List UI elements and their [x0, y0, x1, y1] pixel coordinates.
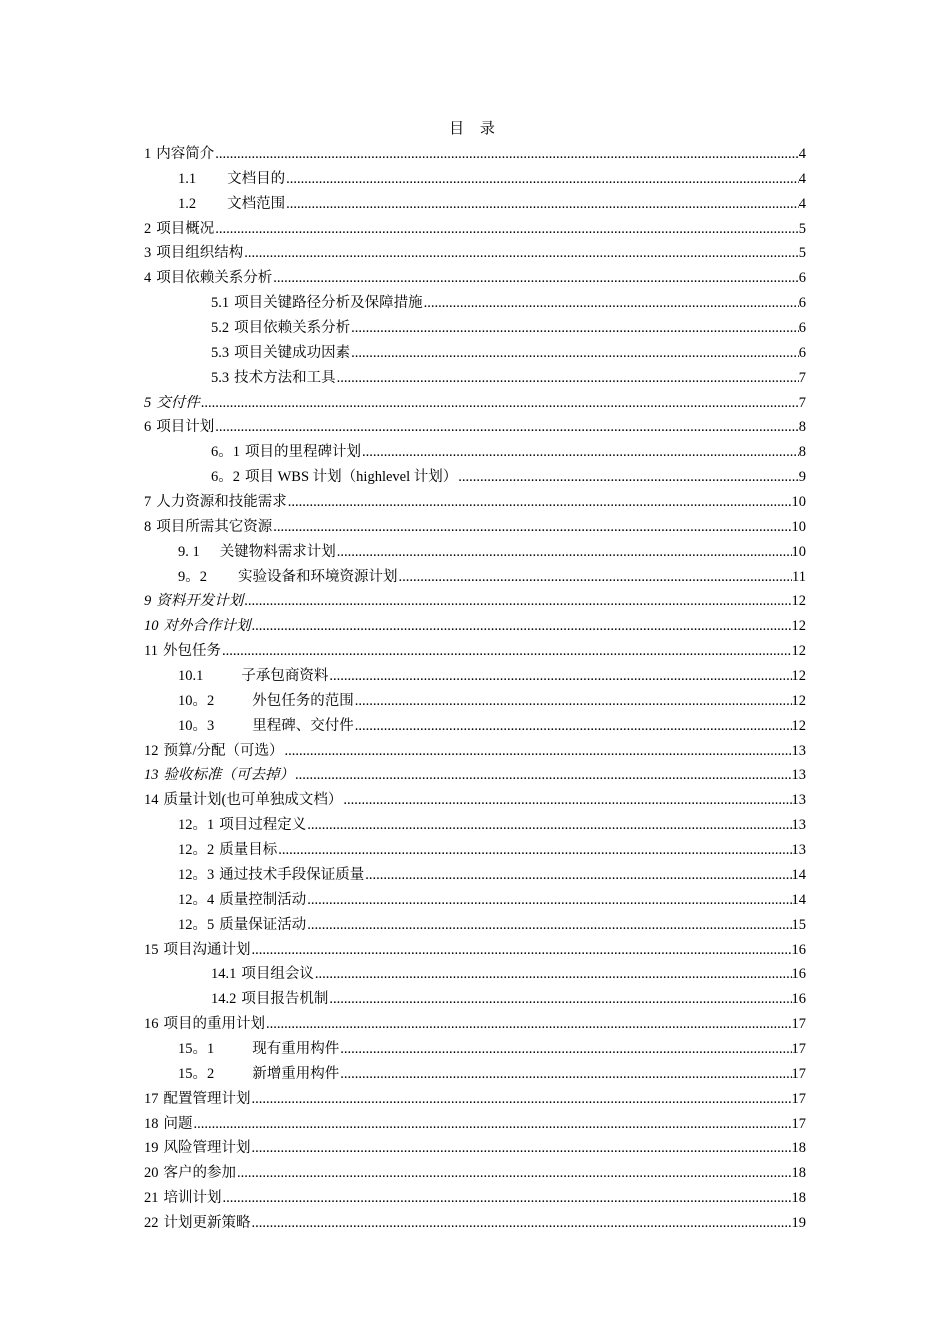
toc-entry-label: 项目所需其它资源: [156, 518, 273, 535]
toc-dot-leader: [295, 763, 792, 788]
table-of-contents: [144, 142, 806, 1236]
toc-entry[interactable]: [144, 291, 806, 316]
toc-entry-page-number: 7: [798, 394, 806, 411]
toc-entry[interactable]: [144, 217, 806, 242]
toc-entry-label: 子承包商资料: [241, 668, 329, 685]
toc-entry-number: 17: [144, 1090, 159, 1107]
toc-dot-leader: [307, 888, 791, 913]
toc-entry-page-number: 18: [791, 1190, 806, 1207]
toc-dot-leader: [266, 1012, 792, 1037]
toc-entry-page-number: 5: [798, 220, 806, 237]
toc-entry-number: 6。2: [211, 469, 240, 486]
toc-entry-page-number: 6: [798, 295, 806, 312]
toc-entry-number: 6。1: [211, 444, 240, 461]
toc-entry-page-number: 13: [791, 742, 806, 759]
toc-entry-number: 5: [144, 394, 152, 411]
toc-dot-leader: [215, 142, 799, 167]
toc-entry-number: 16: [144, 1016, 159, 1033]
toc-entry-page-number: 19: [791, 1214, 806, 1231]
toc-entry-number: 12。4: [178, 891, 215, 908]
toc-entry-page-number: 13: [791, 817, 806, 834]
toc-entry-label: 项目计划: [156, 419, 215, 436]
toc-entry-page-number: 18: [791, 1165, 806, 1182]
toc-entry-number: 10.1: [178, 668, 204, 685]
toc-dot-leader: [201, 391, 799, 416]
toc-entry[interactable]: [144, 490, 806, 515]
toc-entry-label: 项目关键成功因素: [234, 344, 351, 361]
toc-entry-page-number: 10: [791, 494, 806, 511]
toc-entry-page-number: 16: [791, 991, 806, 1008]
toc-entry-number: 13: [144, 767, 159, 784]
toc-entry-number: 9。2: [178, 568, 207, 585]
toc-entry-number: 10。2: [178, 692, 215, 709]
toc-dot-leader: [337, 366, 799, 391]
toc-dot-leader: [244, 241, 799, 266]
toc-entry[interactable]: [144, 1012, 806, 1037]
toc-entry-number: 4: [144, 270, 152, 287]
toc-entry-page-number: 10: [791, 518, 806, 535]
toc-entry[interactable]: [144, 540, 806, 565]
toc-entry-label: 内容简介: [156, 146, 215, 162]
toc-entry-page-number: 8: [798, 419, 806, 436]
toc-entry-label: 预算/分配（可选）: [163, 742, 284, 759]
toc-entry[interactable]: [144, 1161, 806, 1186]
toc-entry-page-number: 4: [798, 195, 806, 212]
toc-entry-number: 7: [144, 494, 152, 511]
toc-entry-page-number: 12: [791, 643, 806, 660]
toc-dot-leader: [252, 938, 792, 963]
toc-entry-number: 14: [144, 792, 159, 809]
toc-entry-page-number: 6: [798, 320, 806, 337]
toc-dot-leader: [329, 987, 791, 1012]
toc-entry[interactable]: [144, 714, 806, 739]
toc-entry-number: 9. 1: [178, 543, 200, 560]
toc-dot-leader: [215, 415, 799, 440]
toc-entry-label: 项目组织结构: [156, 245, 244, 262]
toc-dot-leader: [458, 465, 798, 490]
toc-entry-page-number: 14: [791, 866, 806, 883]
toc-entry[interactable]: [144, 167, 806, 192]
toc-entry-label: 技术方法和工具: [234, 369, 336, 386]
toc-entry-number: 14.1: [211, 966, 237, 983]
toc-dot-leader: [252, 1136, 792, 1161]
toc-dot-leader: [340, 1037, 791, 1062]
toc-entry[interactable]: [144, 763, 806, 788]
toc-entry-page-number: 18: [791, 1140, 806, 1157]
toc-entry-number: 6: [144, 419, 152, 436]
toc-entry[interactable]: [144, 888, 806, 913]
toc-entry-page-number: 13: [791, 767, 806, 784]
toc-entry[interactable]: [144, 341, 806, 366]
toc-entry-page-number: 17: [791, 1065, 806, 1082]
toc-entry-number: 9: [144, 593, 152, 610]
toc-entry-label: 对外合作计划: [163, 618, 251, 635]
toc-entry[interactable]: [144, 391, 806, 416]
toc-entry-label: 项目概况: [156, 220, 215, 237]
toc-entry-page-number: 6: [798, 270, 806, 287]
toc-entry-page-number: 14: [791, 891, 806, 908]
toc-entry-number: 22: [144, 1214, 159, 1231]
toc-entry-number: 10: [144, 618, 159, 635]
toc-dot-leader: [252, 614, 792, 639]
toc-dot-leader: [273, 266, 799, 291]
toc-entry[interactable]: [144, 415, 806, 440]
toc-entry[interactable]: [144, 1037, 806, 1062]
toc-dot-leader: [351, 341, 799, 366]
toc-entry-label: 客户的参加: [163, 1165, 236, 1182]
toc-dot-leader: [307, 813, 791, 838]
toc-entry[interactable]: [144, 1211, 806, 1236]
toc-entry-number: 12。2: [178, 842, 215, 859]
toc-entry-label: 质量目标: [219, 842, 278, 859]
toc-entry[interactable]: [144, 788, 806, 813]
toc-entry-label: 外包任务: [162, 643, 221, 660]
toc-entry[interactable]: [144, 589, 806, 614]
toc-entry-page-number: 16: [791, 941, 806, 958]
toc-dot-leader: [285, 739, 792, 764]
toc-entry-number: 21: [144, 1190, 159, 1207]
toc-entry-number: 18: [144, 1115, 159, 1132]
toc-entry[interactable]: [144, 863, 806, 888]
toc-entry-label: 通过技术手段保证质量: [219, 866, 365, 883]
toc-entry-number: 14.2: [211, 991, 237, 1008]
toc-dot-leader: [399, 565, 793, 590]
toc-entry-label: 质量计划(也可单独成文档）: [163, 792, 343, 809]
toc-dot-leader: [286, 192, 799, 217]
toc-entry-label: 现有重用构件: [252, 1040, 340, 1057]
toc-entry-label: 项目关键路径分析及保障措施: [234, 295, 423, 312]
toc-entry-label: 项目依赖关系分析: [156, 270, 273, 287]
toc-entry[interactable]: [144, 565, 806, 590]
toc-entry-number: 1.2: [178, 195, 197, 212]
toc-entry-page-number: 11: [792, 568, 806, 585]
toc-entry[interactable]: [144, 366, 806, 391]
toc-entry[interactable]: [144, 515, 806, 540]
toc-entry-number: 12。5: [178, 916, 215, 933]
toc-entry-label: 验收标准（可去掉）: [163, 767, 294, 784]
toc-dot-leader: [424, 291, 799, 316]
toc-dot-leader: [286, 167, 799, 192]
toc-title: 目 录: [449, 121, 501, 137]
toc-entry[interactable]: [144, 664, 806, 689]
toc-entry-page-number: 4: [798, 146, 806, 162]
toc-entry[interactable]: [144, 1186, 806, 1211]
toc-entry[interactable]: [144, 440, 806, 465]
toc-entry-page-number: 15: [791, 916, 806, 933]
toc-dot-leader: [288, 490, 792, 515]
toc-entry-label: 实验设备和环境资源计划: [238, 568, 398, 585]
toc-entry[interactable]: [144, 1112, 806, 1137]
toc-entry[interactable]: [144, 1087, 806, 1112]
toc-entry[interactable]: [144, 614, 806, 639]
toc-entry-label: 资料开发计划: [156, 593, 244, 610]
toc-entry-label: 新增重用构件: [252, 1065, 340, 1082]
toc-dot-leader: [244, 589, 791, 614]
toc-dot-leader: [194, 1112, 792, 1137]
toc-entry[interactable]: [144, 813, 806, 838]
toc-entry-page-number: 17: [791, 1090, 806, 1107]
toc-entry-number: 10。3: [178, 717, 215, 734]
toc-entry-label: 质量控制活动: [219, 891, 307, 908]
toc-entry[interactable]: [144, 192, 806, 217]
toc-dot-leader: [351, 316, 799, 341]
toc-entry-page-number: 12: [791, 618, 806, 635]
toc-entry-label: 交付件: [156, 394, 200, 411]
toc-entry-number: 12。1: [178, 817, 215, 834]
toc-entry-page-number: 16: [791, 966, 806, 983]
toc-entry[interactable]: [144, 639, 806, 664]
toc-entry-number: 15。2: [178, 1065, 215, 1082]
toc-entry-page-number: 4: [798, 170, 806, 187]
toc-entry-label: 关键物料需求计划: [219, 543, 336, 560]
toc-entry[interactable]: [144, 266, 806, 291]
toc-entry-label: 外包任务的范围: [252, 692, 354, 709]
toc-entry-label: 项目过程定义: [219, 817, 307, 834]
toc-entry-number: 12: [144, 742, 159, 759]
toc-entry-number: 5.3: [211, 369, 230, 386]
toc-entry[interactable]: [144, 465, 806, 490]
toc-entry-page-number: 17: [791, 1115, 806, 1132]
toc-dot-leader: [343, 788, 791, 813]
toc-entry[interactable]: [144, 938, 806, 963]
toc-dot-leader: [355, 714, 792, 739]
toc-entry[interactable]: [144, 142, 806, 167]
toc-entry-number: 5.3: [211, 344, 230, 361]
toc-entry-page-number: 6: [798, 344, 806, 361]
toc-entry-label: 风险管理计划: [163, 1140, 251, 1157]
toc-entry-page-number: 12: [791, 668, 806, 685]
toc-entry-number: 5.2: [211, 320, 230, 337]
toc-dot-leader: [337, 540, 792, 565]
toc-dot-leader: [355, 689, 792, 714]
toc-entry[interactable]: [144, 838, 806, 863]
toc-entry-label: 文档范围: [227, 195, 286, 212]
toc-entry[interactable]: [144, 689, 806, 714]
toc-entry[interactable]: [144, 316, 806, 341]
toc-entry-label: 项目组会议: [241, 966, 314, 983]
toc-entry-page-number: 10: [791, 543, 806, 560]
toc-entry-page-number: 12: [791, 593, 806, 610]
toc-entry[interactable]: [144, 241, 806, 266]
toc-dot-leader: [252, 1087, 792, 1112]
toc-entry-page-number: 13: [791, 842, 806, 859]
toc-entry-page-number: 12: [791, 692, 806, 709]
toc-entry-label: 项目的重用计划: [163, 1016, 265, 1033]
toc-entry-label: 问题: [163, 1115, 193, 1132]
toc-entry-label: 项目报告机制: [241, 991, 329, 1008]
toc-entry-label: 培训计划: [163, 1190, 222, 1207]
toc-entry-number: 15: [144, 941, 159, 958]
toc-entry-label: 项目沟通计划: [163, 941, 251, 958]
toc-entry-number: 19: [144, 1140, 159, 1157]
toc-dot-leader: [252, 1211, 792, 1236]
toc-entry-number: 2: [144, 220, 152, 237]
toc-dot-leader: [237, 1161, 792, 1186]
toc-entry[interactable]: [144, 913, 806, 938]
toc-entry-label: 项目依赖关系分析: [234, 320, 351, 337]
toc-entry-page-number: 9: [798, 469, 806, 486]
toc-dot-leader: [365, 863, 791, 888]
toc-entry-page-number: 13: [791, 792, 806, 809]
toc-dot-leader: [215, 217, 799, 242]
toc-entry-number: 11: [144, 643, 158, 660]
toc-entry-page-number: 17: [791, 1040, 806, 1057]
toc-dot-leader: [362, 440, 799, 465]
toc-entry-label: 配置管理计划: [163, 1090, 251, 1107]
toc-dot-leader: [223, 1186, 792, 1211]
toc-dot-leader: [329, 664, 791, 689]
toc-entry[interactable]: [144, 987, 806, 1012]
toc-entry-number: 1.1: [178, 170, 197, 187]
toc-entry[interactable]: [144, 962, 806, 987]
toc-entry-number: 5.1: [211, 295, 230, 312]
toc-dot-leader: [307, 913, 791, 938]
toc-entry-page-number: 7: [798, 369, 806, 386]
toc-entry-number: 20: [144, 1165, 159, 1182]
toc-entry-label: 项目的里程碑计划: [245, 444, 361, 461]
toc-entry-number: 15。1: [178, 1040, 215, 1057]
toc-entry-label: 计划更新策略: [163, 1214, 251, 1231]
toc-entry-label: 质量保证活动: [219, 916, 307, 933]
toc-entry-number: 1: [144, 146, 152, 162]
toc-entry-label: 文档目的: [227, 170, 286, 187]
toc-dot-leader: [273, 515, 791, 540]
toc-entry-label: 里程碑、交付件: [252, 717, 354, 734]
toc-entry-page-number: 8: [798, 444, 806, 461]
toc-entry-label: 项目 WBS 计划（highlevel 计划）: [245, 469, 458, 486]
toc-dot-leader: [222, 639, 792, 664]
toc-entry-page-number: 12: [791, 717, 806, 734]
toc-entry[interactable]: [144, 1136, 806, 1161]
toc-entry-number: 8: [144, 518, 152, 535]
toc-entry-page-number: 5: [798, 245, 806, 262]
toc-entry-page-number: 17: [791, 1016, 806, 1033]
toc-entry-number: 12。3: [178, 866, 215, 883]
toc-entry-number: 3: [144, 245, 152, 262]
toc-entry-label: 人力资源和技能需求: [156, 494, 287, 511]
toc-entry[interactable]: [144, 1062, 806, 1087]
toc-dot-leader: [340, 1062, 791, 1087]
toc-entry[interactable]: [144, 739, 806, 764]
toc-dot-leader: [278, 838, 791, 863]
toc-dot-leader: [315, 962, 792, 987]
